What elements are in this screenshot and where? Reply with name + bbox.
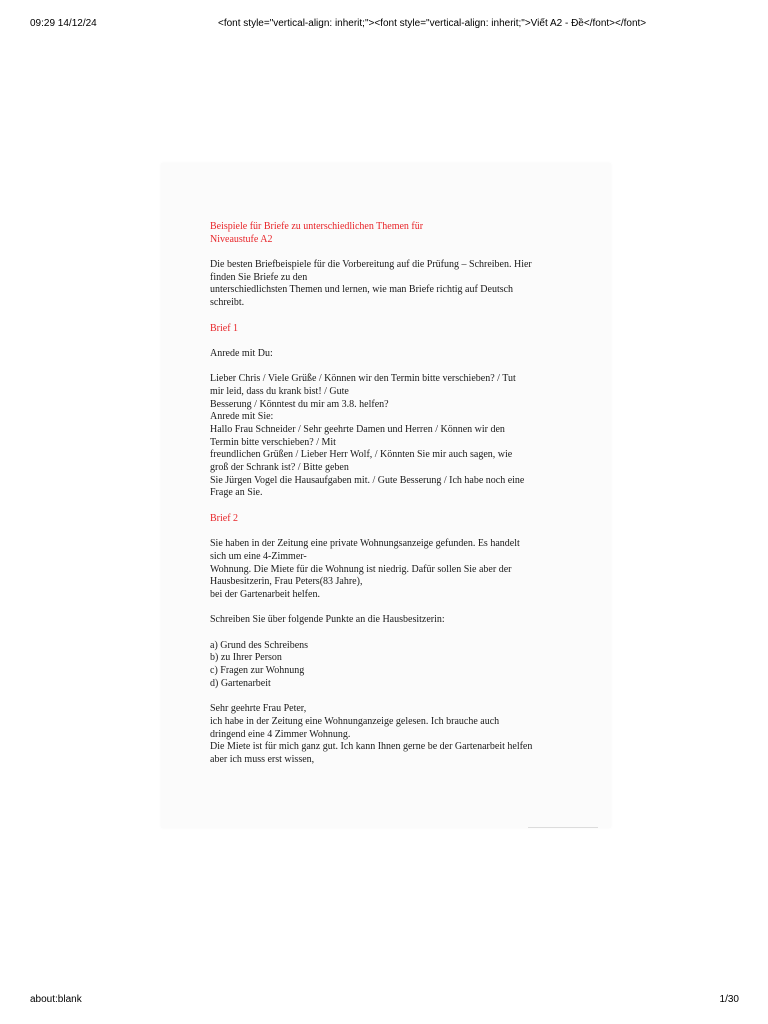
print-url: about:blank [30,994,82,1005]
intro-line: finden Sie Briefe zu den [210,271,308,283]
brief-2-letter-line: dringend eine 4 Zimmer Wohnung. [210,728,351,740]
brief-1-line: groß der Schrank ist? / Bitte geben [210,462,349,474]
intro-paragraph [210,259,560,310]
brief-2-point: b) zu Ihrer Person [210,652,282,664]
document-heading [210,221,560,246]
brief-2-heading: Brief 2 [210,512,239,524]
brief-2-intro-line: Wohnung. Die Miete für die Wohnung ist niedrig. Dafür sollen Sie aber der [210,563,512,575]
brief-1-line: Lieber Chris / Viele Grüße / Können wir den Termin bitte verschieben? / Tut [210,373,516,385]
print-datetime: 09:29 14/12/24 [30,18,97,29]
brief-1-line: mir leid, dass du krank bist! / Gute [210,385,349,397]
brief-2-letter-line: Die Miete ist für mich ganz gut. Ich kann Ihnen gerne be der Gartenarbeit helfen [210,741,533,753]
brief-1-line: Anrede mit Sie: [210,411,274,423]
document-content [210,221,560,767]
brief-1-line: Termin bitte verschieben? / Mit [210,436,336,448]
intro-line: schreibt. [210,297,245,309]
brief-1-line: Sie Jürgen Vogel die Hausaufgaben mit. / Gute Besserung / Ich habe noch eine [210,474,525,486]
brief-2-point: c) Fragen zur Wohnung [210,665,305,677]
brief-2-intro-line: Sie haben in der Zeitung eine private Wohnungsanzeige gefunden. Es handelt [210,538,520,550]
brief-2-point: a) Grund des Schreibens [210,639,309,651]
intro-line: unterschiedlichsten Themen und lernen, wie man Briefe richtig auf Deutsch [210,284,514,296]
brief-1-paragraph [210,373,560,500]
brief-2-letter-line: Sehr geehrte Frau Peter, [210,703,307,715]
brief-2-intro-line: bei der Gartenarbeit helfen. [210,588,320,600]
brief-1-anrede: Anrede mit Du: [210,347,273,359]
brief-2-letter-line: ich habe in der Zeitung eine Wohnunganzeige gelesen. Ich brauche auch [210,715,500,727]
heading-line: Beispiele für Briefe zu unterschiedlichen Themen für [210,221,424,232]
brief-2-points [210,640,560,691]
intro-line: Die besten Briefbeispiele für die Vorbereitung auf die Prüfung – Schreiben. Hier [210,259,532,271]
page-divider [528,827,598,828]
print-page-indicator: 1/30 [719,994,739,1005]
print-page-title: <font style="vertical-align: inherit;"><font style="vertical-align: inherit;">Viết A2 - Đề</font></font> [218,18,647,29]
brief-2-point: d) Gartenarbeit [210,677,271,689]
brief-2-intro-line: Hausbesitzerin, Frau Peters(83 Jahre), [210,576,363,588]
brief-1-line: Frage an Sie. [210,487,263,499]
brief-1-line: Hallo Frau Schneider / Sehr geehrte Damen und Herren / Können wir den [210,424,505,435]
brief-2-intro-line: sich um eine 4-Zimmer- [210,550,307,562]
brief-2-task: Schreiben Sie über folgende Punkte an die Hausbesitzerin: [210,614,445,626]
brief-2-letter-line: aber ich muss erst wissen, [210,753,315,765]
heading-line: Niveaustufe A2 [210,233,273,245]
brief-1-heading: Brief 1 [210,322,239,334]
brief-2-letter [210,703,560,766]
brief-1-line: Besserung / Könntest du mir am 3.8. helfen? [210,398,389,410]
brief-2-intro [210,538,560,601]
brief-1-line: freundlichen Grüßen / Lieber Herr Wolf, / Könnten Sie mir auch sagen, wie [210,449,513,461]
